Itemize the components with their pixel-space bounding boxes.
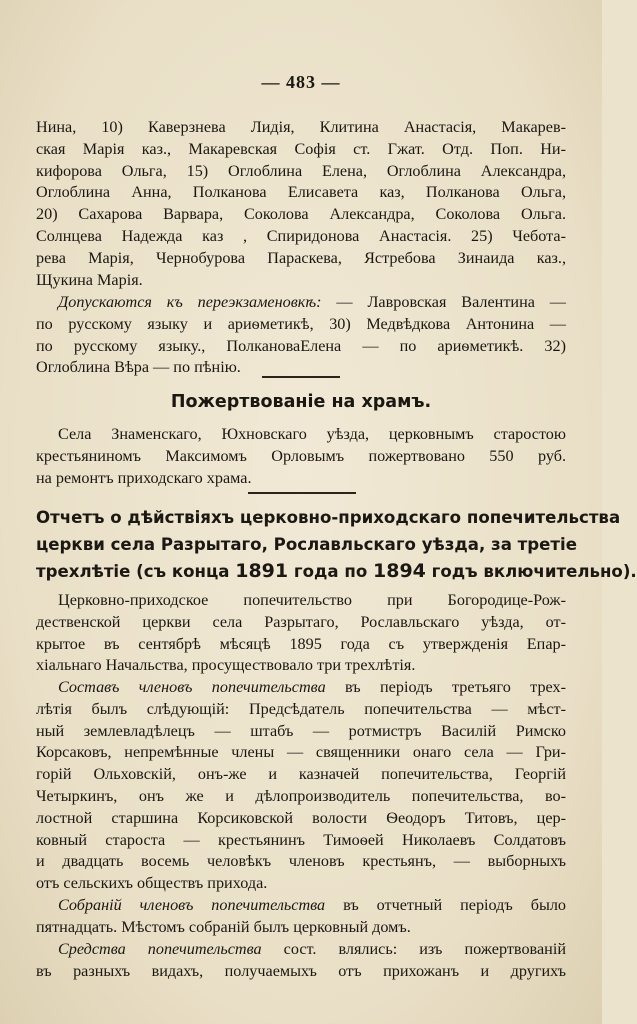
- report-line: въ разныхъ видахъ, получаемыхъ отъ прихожанъ и другихъ: [36, 961, 566, 980]
- report-line: и двадцать восемь человѣкъ членовъ крестьянъ, — выборныхъ: [36, 852, 566, 871]
- report-line: крытое въ сентябрѣ мѣсяцѣ 1895 года съ утвержденія Епар-: [36, 634, 566, 653]
- report-heading-line: церкви села Разрытаго, Рославльскаго уѣзда, за третіе: [36, 535, 577, 554]
- report-line: Средства попечительства сост. влялись: изъ пожертвованій: [58, 940, 566, 958]
- list-line: рева Марія, Чернобурова Параскева, Ястребова Зинаида каз.,: [36, 248, 566, 267]
- donation-line: Села Знаменскаго, Юхновскаго уѣзда, церковнымъ старостою: [58, 425, 566, 443]
- report-line: ковный староста — крестьянинъ Тимоѳей Николаевъ Солдатовъ: [36, 830, 566, 849]
- reexam-line1-rest: — Лавровская Валентина —: [321, 293, 566, 311]
- report-line: пятнадцать. Мѣстомъ собраній былъ церковный домъ.: [36, 917, 411, 936]
- reexam-line: по русскому языку., ПолкановаЕлена — по ариѳметикѣ. 32): [36, 336, 566, 355]
- heading-year-start: 1891: [235, 560, 289, 582]
- reexam-line: [36, 292, 566, 314]
- funds-label: Средства попечительства: [58, 940, 262, 958]
- heading-year-end: 1894: [373, 560, 426, 582]
- section-divider: [262, 376, 340, 378]
- report-line: дественской церкви села Разрытаго, Рославльскаго уѣзда, от-: [36, 612, 566, 631]
- list-line: Солнцева Надежда каз , Спиридонова Анастасія. 25) Чебота-: [36, 226, 566, 245]
- report-line: Составъ членовъ попечительства въ періодъ третьяго трех-: [58, 678, 566, 696]
- report-line: горій Ольховскій, онъ-же и казначей попечительства, Георгій: [36, 765, 566, 784]
- reexam-line: Оглоблина Вѣра — по пѣнію.: [36, 358, 241, 377]
- list-line: Щукина Марія.: [36, 270, 143, 289]
- report-heading: [36, 504, 637, 585]
- reexam-line: по русскому языку и ариѳметикѣ, 30) Медвѣдкова Антонина —: [36, 314, 566, 333]
- report-paragraph-3: [36, 895, 566, 939]
- list-line: Нина, 10) Каверзнева Лидія, Клитина Анастасія, Макарев-: [36, 118, 566, 136]
- reexam-label: Допускаются къ переэкзаменовкѣ:: [58, 293, 322, 311]
- list-line: 20) Сахарова Варвара, Соколова Александра, Соколова Ольга.: [36, 205, 566, 224]
- reexam-block: [36, 292, 566, 379]
- page-number: — 483 —: [261, 72, 341, 92]
- report-line: Четыркинъ, онъ же и дѣлопроизводитель попечительства, во-: [36, 786, 566, 805]
- report-heading-line: Отчетъ о дѣйствіяхъ церковно-приходскаго попечительства: [36, 508, 621, 527]
- list-line: кифорова Ольга, 15) Оглоблина Елена, Оглоблина Александра,: [36, 161, 566, 180]
- report-line: Собраній членовъ попечительства въ отчетный періодъ было: [58, 896, 566, 914]
- report-paragraph-2: [36, 677, 566, 895]
- report-line: лостной старшина Корсиковской волости Ѳеодоръ Титовъ, цер-: [36, 808, 566, 827]
- report-line: хіальнаго Начальства, просуществовало три трехлѣтія.: [36, 656, 416, 675]
- members-label: Составъ членовъ попечительства: [58, 678, 326, 696]
- report-line: Церковно-приходское попечительство при Богородице-Рож-: [58, 591, 566, 609]
- report-line: ный землевладѣлецъ — штабъ — ротмистръ Василій Римско: [36, 721, 566, 740]
- report-paragraph-4: [36, 939, 566, 983]
- list-line: ская Марія каз., Макаревская Софія ст. Гжат. Отд. Поп. Ни-: [36, 139, 566, 158]
- report-heading-line: трехлѣтіе (съ конца 1891 года по 1894 годъ включительно).: [36, 560, 637, 582]
- donation-line: на ремонтъ приходскаго храма.: [36, 468, 252, 487]
- donation-text: [36, 424, 566, 489]
- list-line: Оглоблина Анна, Полканова Елисавета каз, Полканова Ольга,: [36, 183, 566, 202]
- meetings-label: Собраній членовъ попечительства: [58, 896, 326, 914]
- report-line: лѣтія былъ слѣдующій: Предсѣдатель попечительства — мѣст-: [36, 699, 566, 718]
- donation-line: крестьяниномъ Максимомъ Орловымъ пожертвовано 550 руб.: [36, 446, 566, 465]
- report-line: Корсаковъ, непремѣнные члены — священники онаго села — Гри-: [36, 743, 566, 762]
- donation-heading: Пожертвованіе на храмъ.: [170, 392, 432, 412]
- report-line: отъ сельскихъ обществъ прихода.: [36, 874, 268, 893]
- student-list: [36, 117, 566, 291]
- section-divider: [248, 492, 356, 494]
- report-paragraph-1: [36, 590, 566, 677]
